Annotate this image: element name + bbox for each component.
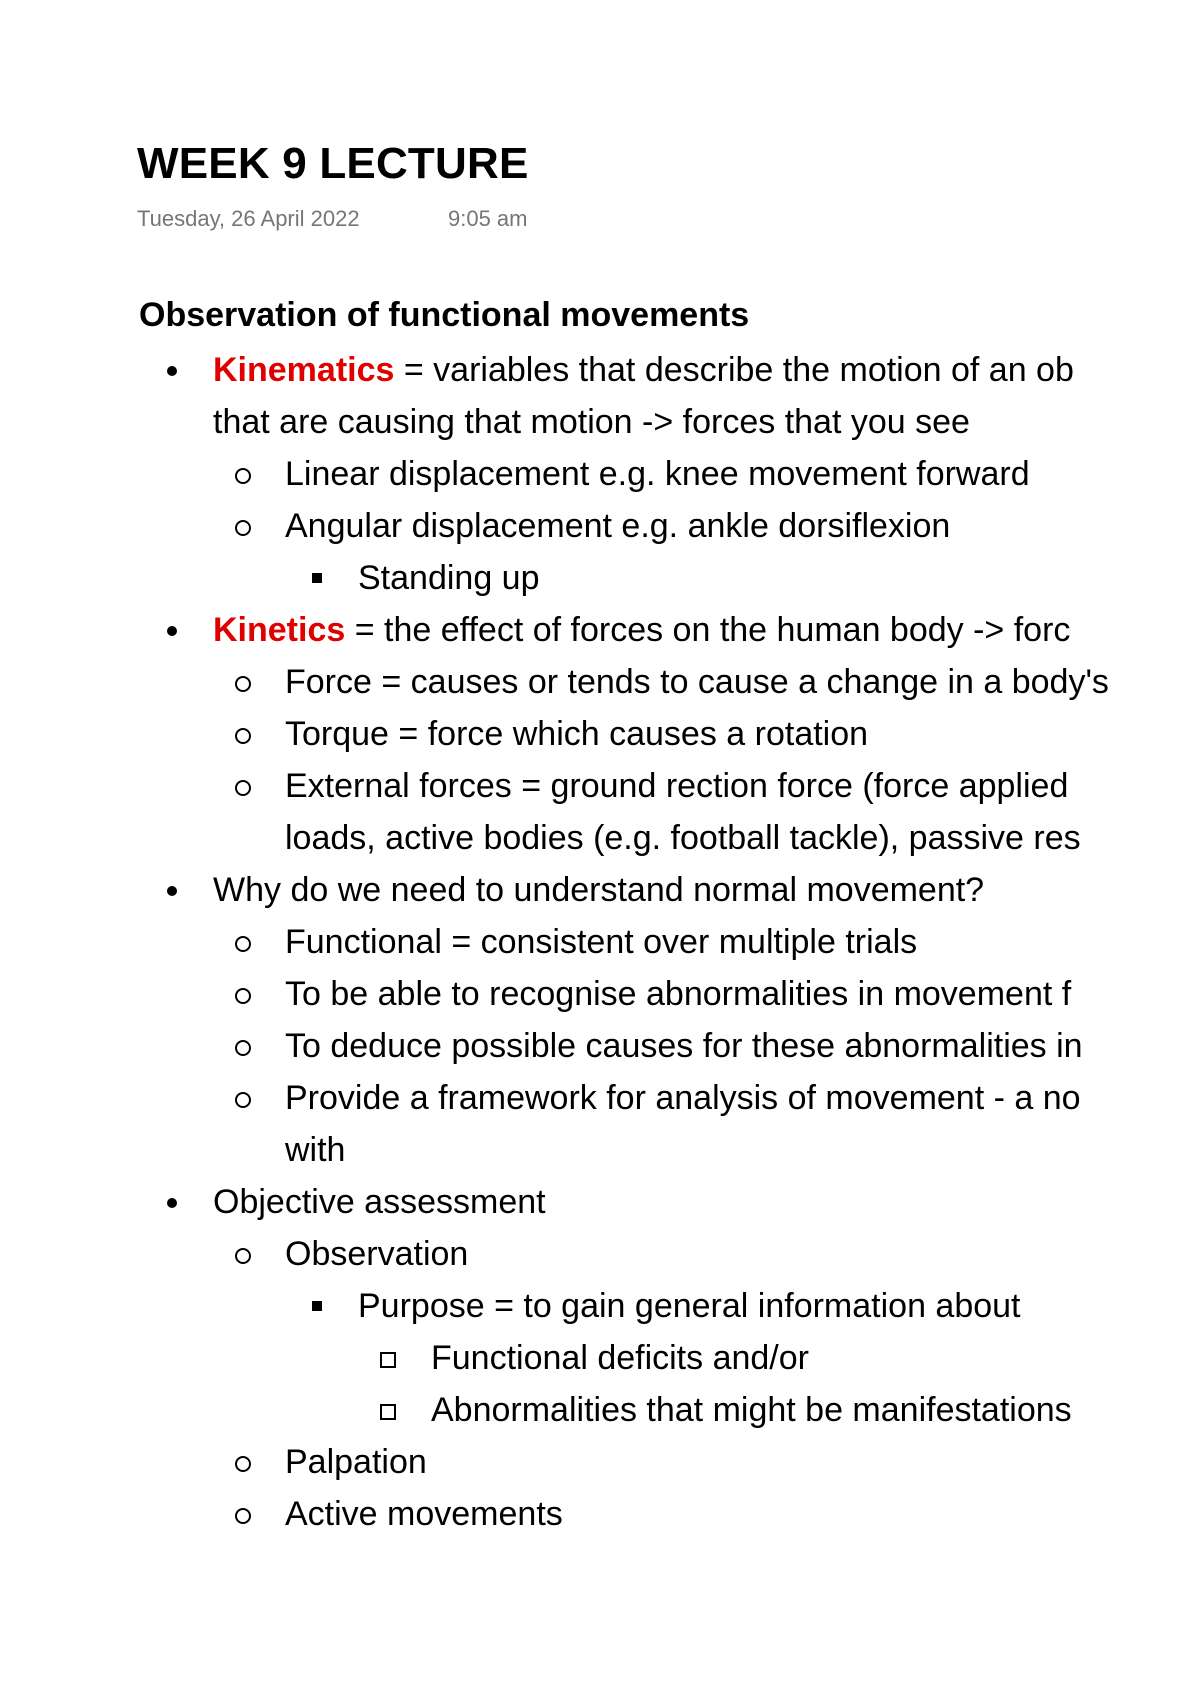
list-item-text: Angular displacement e.g. ankle dorsiflexion — [285, 507, 951, 545]
list-item — [285, 916, 917, 968]
list-item-text: = the effect of forces on the human body -> forc — [345, 611, 1071, 649]
list-item-text: Purpose = to gain general information about — [358, 1287, 1021, 1325]
list-item-text: Force = causes or tends to cause a change in a body's — [285, 663, 1109, 701]
list-item-text: Objective assessment — [213, 1183, 546, 1221]
list-item-text: To be able to recognise abnormalities in movement f — [285, 975, 1072, 1013]
bullet-disc-icon — [167, 1198, 177, 1208]
bullet-circle-icon — [235, 468, 251, 484]
list-item-text: External forces = ground rection force (force applied — [285, 767, 1069, 805]
list-item-text: Provide a framework for analysis of movement - a no — [285, 1079, 1081, 1117]
list-item — [285, 1020, 1083, 1072]
list-item — [285, 500, 950, 552]
list-item — [285, 708, 868, 760]
bullet-circle-icon — [235, 988, 251, 1004]
note-time: 9:05 am — [448, 206, 528, 231]
note-timestamp — [137, 206, 528, 232]
list-item — [358, 1280, 1021, 1332]
bullet-circle-icon — [235, 520, 251, 536]
bullet-circle-icon — [235, 1456, 251, 1472]
list-item — [285, 656, 1109, 708]
list-item-text: Torque = force which causes a rotation — [285, 715, 869, 753]
keyword-highlight: Kinetics — [213, 611, 346, 649]
bullet-circle-icon — [235, 1508, 251, 1524]
list-item — [213, 604, 1070, 656]
bullet-circle-icon — [235, 936, 251, 952]
list-item — [285, 1436, 427, 1488]
list-item — [431, 1384, 1072, 1436]
bullet-circle-icon — [235, 676, 251, 692]
bullet-circle-icon — [235, 1092, 251, 1108]
list-item — [285, 1228, 468, 1280]
bullet-square-icon — [312, 1301, 322, 1311]
bullet-circle-icon — [235, 780, 251, 796]
list-item-text: Active movements — [285, 1495, 563, 1533]
list-item-text: Abnormalities that might be manifestations — [431, 1391, 1072, 1429]
bullet-circle-icon — [235, 1040, 251, 1056]
list-item-text: Functional = consistent over multiple trials — [285, 923, 918, 961]
bullet-box-icon — [380, 1404, 396, 1420]
list-item — [285, 760, 1068, 812]
list-item — [285, 968, 1071, 1020]
bullet-circle-icon — [235, 728, 251, 744]
list-item-text: = variables that describe the motion of an ob — [394, 351, 1074, 389]
list-item — [213, 344, 1074, 396]
list-item-text: with — [285, 1131, 346, 1169]
list-item-text: Palpation — [285, 1443, 427, 1481]
list-item-text: To deduce possible causes for these abnormalities in — [285, 1027, 1083, 1065]
bullet-disc-icon — [167, 366, 177, 376]
note-date: Tuesday, 26 April 2022 — [137, 206, 360, 231]
list-item-text: Why do we need to understand normal movement? — [213, 871, 985, 909]
list-item — [285, 1124, 345, 1176]
list-item-text: loads, active bodies (e.g. football tackle), passive res — [285, 819, 1081, 857]
bullet-box-icon — [380, 1352, 396, 1368]
list-item-text: Linear displacement e.g. knee movement forward — [285, 455, 1030, 493]
list-item — [285, 1072, 1081, 1124]
list-item — [431, 1332, 809, 1384]
list-item — [285, 1488, 563, 1540]
bullet-disc-icon — [167, 886, 177, 896]
bullet-circle-icon — [235, 1248, 251, 1264]
list-item — [285, 448, 1030, 500]
keyword-highlight: Kinematics — [213, 351, 395, 389]
list-item-text: Standing up — [358, 559, 540, 597]
page-title: WEEK 9 LECTURE — [137, 139, 529, 188]
list-item — [213, 396, 970, 448]
list-item — [213, 864, 984, 916]
list-item-text: that are causing that motion -> forces that you see — [213, 403, 970, 441]
list-item — [285, 812, 1081, 864]
list-item-text: Functional deficits and/or — [431, 1339, 809, 1377]
list-item — [358, 552, 540, 604]
bullet-disc-icon — [167, 626, 177, 636]
list-item — [213, 1176, 546, 1228]
list-item-text: Observation — [285, 1235, 469, 1273]
bullet-square-icon — [312, 573, 322, 583]
section-heading: Observation of functional movements — [139, 296, 750, 334]
